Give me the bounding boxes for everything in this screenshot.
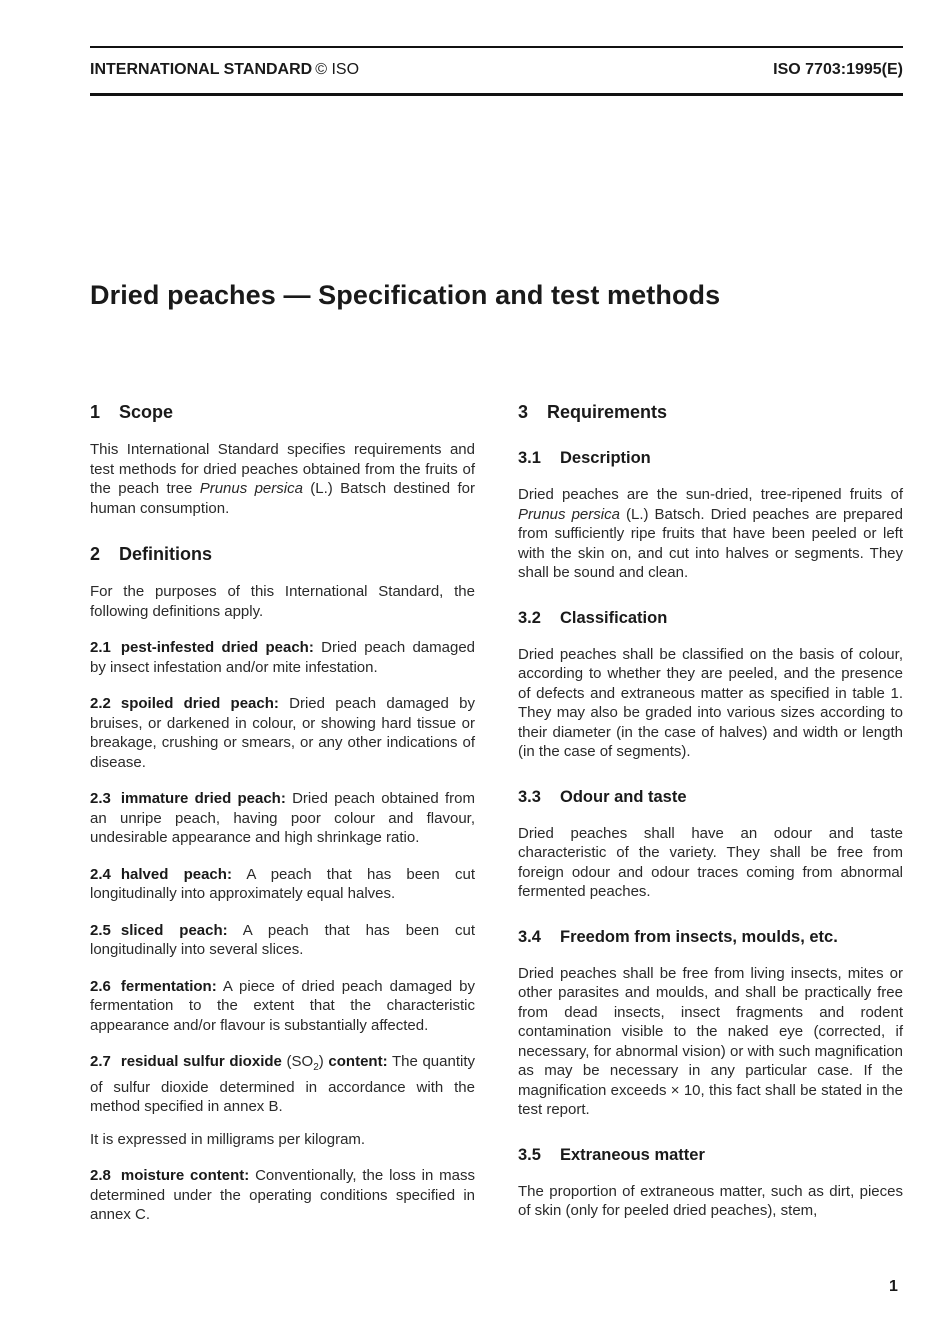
- section-definitions-heading: 2 Definitions: [90, 544, 212, 564]
- subsection-odour-heading: 3.3 Odour and taste: [518, 787, 687, 806]
- header-iso-copyright: © ISO: [315, 61, 360, 78]
- left-column: [90, 402, 475, 1225]
- definition-2-6: 2.6 fermentation: A piece of dried peach damaged by fermentation to the extent that the characteristic appearance and/or flavour is substantially affected.: [90, 977, 475, 1034]
- header-document-id: ISO 7703:1995(E): [773, 61, 903, 78]
- extraneous-text: The proportion of extraneous matter, such as dirt, pieces of skin (only for peeled dried peaches), stem,: [518, 1182, 903, 1219]
- definitions-intro: For the purposes of this International Standard, the following definitions apply.: [90, 583, 475, 620]
- right-column: [518, 402, 903, 1221]
- definition-2-3: 2.3 immature dried peach: Dried peach obtained from an unripe peach, having poor colour and flavour, undesirable appearance and high shrinkage ratio.: [90, 790, 475, 846]
- definition-2-7-note: It is expressed in milligrams per kilogram.: [90, 1130, 366, 1148]
- odour-text: Dried peaches shall have an odour and taste characteristic of the variety. They shall be free from foreign odour and odour traces coming from abnormal fermented peaches.: [518, 824, 903, 900]
- definition-2-8: 2.8 moisture content: Conventionally, the loss in mass determined under the operating conditions specified in annex C.: [90, 1167, 475, 1223]
- header-standard-label: INTERNATIONAL STANDARD © ISO: [90, 61, 360, 78]
- freedom-text: Dried peaches shall be free from living insects, mites or other parasites and moulds, and shall be practically free from dead insects, insect fragments and rodent contamination visible to the naked eye (corrected, if necessary, for abnormal vision) or with such magnification as may be necessary in any particular case. If the magnification exceeds × 10, this fact shall be stated in the test report.: [518, 964, 903, 1118]
- species-name: Prunus persica: [199, 480, 303, 497]
- description-text: Dried peaches are the sun-dried, tree-ripened fruits of Prunus persica (L.) Batsch. Dried peaches are prepared from sufficiently ripe fruits that have been peeled or left with the skin on, and cut into halves or segments. They shall be sound and clean.: [518, 486, 903, 581]
- section-requirements-heading: 3 Requirements: [518, 402, 668, 422]
- subsection-freedom-heading: 3.4 Freedom from insects, moulds, etc.: [518, 927, 838, 946]
- section-scope-heading: 1 Scope: [90, 402, 174, 422]
- definition-2-1: 2.1 pest-infested dried peach: Dried peach damaged by insect infestation and/or mite infestation.: [90, 639, 476, 676]
- species-name: Prunus persica: [518, 505, 620, 523]
- document-title: Dried peaches — Specification and test methods: [90, 280, 721, 310]
- header-bottom-rule: [90, 93, 903, 96]
- definition-2-2: 2.2 spoiled dried peach: Dried peach damaged by bruises, or darkened in colour, or showing hard tissue or breakage, crushing or smears, or any other indications of disease.: [90, 695, 475, 771]
- subsection-classification-heading: 3.2 Classification: [518, 608, 668, 627]
- header-top-rule: [90, 46, 903, 48]
- definition-2-5: 2.5 sliced peach: A peach that has been cut longitudinally into several slices.: [90, 921, 475, 958]
- scope-text: This International Standard specifies requirements and test methods for dried peaches obtained from the fruits of the peach tree Prunus persica (L.) Batsch destined for human consumption.: [90, 441, 475, 517]
- subsection-description-heading: 3.1 Description: [518, 449, 651, 467]
- classification-text: Dried peaches shall be classified on the basis of colour, according to whether they are peeled, and the presence of defects and extraneous matter as specified in table 1. They may also be graded into various sizes according to their diameter (in the case of halves) and width or length (in the case of segments).: [518, 645, 903, 760]
- definition-2-7: 2.7 residual sulfur dioxide $(SO_2)$ content: The quantity of sulfur dioxide determined in accordance with the method specified in annex B.: [90, 1053, 475, 1115]
- definition-2-4: 2.4 halved peach: A peach that has been cut longitudinally into approximately equal halves.: [90, 865, 475, 902]
- page-number: 1: [889, 1278, 898, 1295]
- subsection-extraneous-heading: 3.5 Extraneous matter: [518, 1145, 705, 1164]
